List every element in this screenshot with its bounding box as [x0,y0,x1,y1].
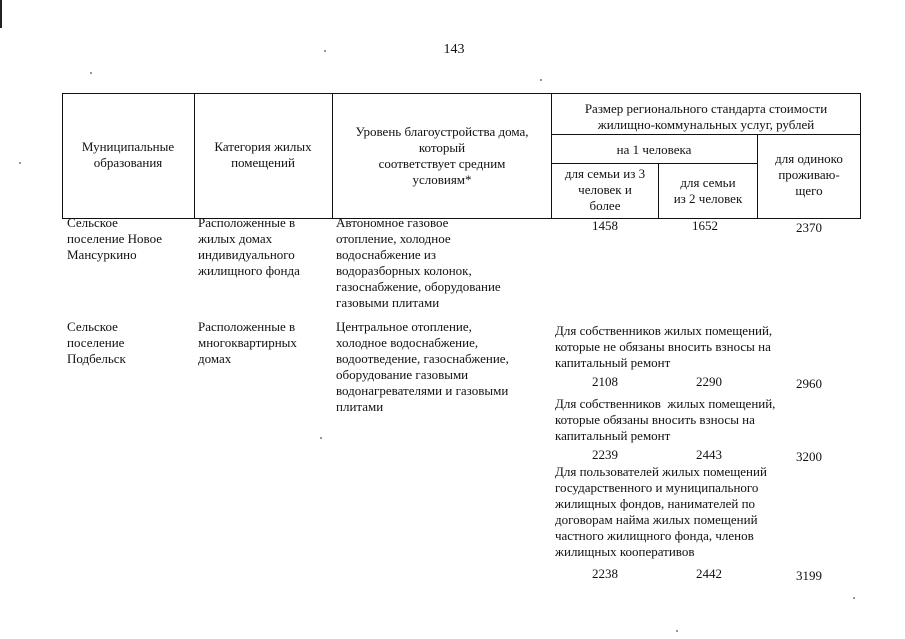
header-improvement-line-2: который [418,140,466,155]
header-municipality-line-2: образования [93,155,163,170]
header-standard-line-2: жилищно-коммунальных услуг, рублей [597,117,815,132]
header-improvement-line-3: соответствует средним [378,156,506,171]
scan-speck-4 [19,162,21,164]
header-family-2 [661,175,755,207]
row-2-group-2-label-line-2: которые обязаны вносить взносы на [555,412,755,427]
row-2-municipality-line-2: поселение [67,335,125,350]
header-improvement-line-4: условиям* [412,172,472,187]
row-2-group-2-label [555,396,847,444]
row-1-improvement-line-6: газовыми плитами [336,295,440,310]
header-category [199,139,327,171]
page-number: 143 [443,42,465,57]
row-2-group-3-label-line-4: договорам найма жилых помещений [555,512,758,527]
header-municipality [67,139,189,171]
header-family-3 [554,166,656,214]
row-2-group-3-label-line-1: Для пользователей жилых помещений [555,464,767,479]
header-family-3-line-1: для семьи из 3 [564,166,646,181]
row-2-category-line-3: домах [198,351,232,366]
row-2-group-1-value-family-2: 2290 [696,374,722,389]
row-2-improvement-line-6: плитами [336,399,384,414]
row-2-group-3-value-family-3: 2238 [592,566,618,581]
header-family-2-line-2: из 2 человек [673,191,743,206]
row-1-category-line-1: Расположенные в [198,215,296,230]
column-divider-3 [551,93,552,219]
header-standard [555,101,857,133]
row-1-category [198,215,328,279]
scan-speck-7 [676,630,678,632]
row-1-value-family-2: 1652 [692,218,718,233]
row-1-improvement-line-3: водоснабжение из [336,247,437,262]
row-1-municipality-line-1: Сельское [67,215,118,230]
header-category-line-1: Категория жилых [214,139,312,154]
row-1-value-single: 2370 [796,220,822,235]
row-2-group-3-label-line-6: жилищных кооперативов [555,544,695,559]
row-2-municipality-line-1: Сельское [67,319,118,334]
row-2-improvement [336,319,550,415]
row-2-group-3-label-line-3: жилищных фондов, нанимателей по [555,496,756,511]
per-person-subheader-divider [551,163,757,164]
row-1-municipality [67,215,191,263]
row-2-group-3-value-family-2: 2442 [696,566,722,581]
row-2-improvement-line-1: Центральное отопление, [336,319,472,334]
row-2-improvement-line-5: водонагревателями и газовыми [336,383,509,398]
row-2-group-1-label [555,323,847,371]
table-right-border [860,93,861,219]
header-single-line-3: щего [795,183,823,198]
row-1-improvement [336,215,548,311]
header-municipality-line-1: Муниципальные [81,139,175,154]
row-2-group-1-value-family-3: 2108 [592,374,618,389]
scan-speck-5 [320,437,322,439]
row-1-value-family-3: 1458 [592,218,618,233]
header-single-line-1: для одиноко [775,151,843,166]
row-2-group-1-label-line-1: Для собственников жилых помещений, [555,323,773,338]
row-1-improvement-line-4: водоразборных колонок, [336,263,472,278]
row-2-group-1-value-single: 2960 [796,376,822,391]
row-2-group-2-value-family-3: 2239 [592,447,618,462]
row-2-group-2-label-line-1: Для собственников жилых помещений, [555,396,776,411]
header-standard-line-1: Размер регионального стандарта стоимости [584,101,828,116]
column-divider-1 [194,93,195,219]
row-1-improvement-line-1: Автономное газовое [336,215,449,230]
header-family-3-line-3: более [589,198,621,213]
row-2-group-3-label-line-5: частного жилищного фонда, членов [555,528,754,543]
row-2-group-3-label [555,464,847,560]
row-2-group-1-label-line-3: капитальный ремонт [555,355,671,370]
row-1-municipality-line-2: поселение Новое [67,231,163,246]
row-2-group-3-label-line-2: государственного и муниципального [555,480,759,495]
row-2-group-1-label-line-2: которые не обязаны вносить взносы на [555,339,771,354]
table-left-border [62,93,63,219]
column-divider-4 [658,163,659,219]
row-2-improvement-line-4: оборудование газовыми [336,367,469,382]
row-2-municipality [67,319,191,367]
header-improvement-line-1: Уровень благоустройства дома, [355,124,529,139]
row-2-group-2-label-line-3: капитальный ремонт [555,428,671,443]
row-2-category-line-2: многоквартирных [198,335,297,350]
scan-speck-6 [853,597,855,599]
header-family-3-line-2: человек и [578,182,632,197]
scan-speck-3 [540,79,542,81]
scan-speck-1 [324,50,326,52]
header-improvement [336,124,548,188]
row-2-improvement-line-2: холодное водоснабжение, [336,335,479,350]
row-2-improvement-line-3: водоотведение, газоснабжение, [336,351,509,366]
row-2-group-3-value-single: 3199 [796,568,822,583]
row-1-improvement-line-5: газоснабжение, оборудование [336,279,501,294]
header-category-line-2: помещений [231,155,295,170]
row-2-group-2-value-single: 3200 [796,449,822,464]
header-single [760,151,858,199]
row-2-category [198,319,328,367]
row-2-category-line-1: Расположенные в [198,319,296,334]
row-1-category-line-4: жилищного фонда [198,263,300,278]
header-family-2-line-1: для семьи [680,175,736,190]
scan-edge-mark [0,0,2,28]
header-per-person: на 1 человека [616,142,692,157]
row-1-municipality-line-3: Мансуркино [67,247,137,262]
column-divider-2 [332,93,333,219]
row-2-municipality-line-3: Подбельск [67,351,126,366]
row-2-group-2-value-family-2: 2443 [696,447,722,462]
scan-speck-2 [90,72,92,74]
standard-subheader-divider [551,134,861,135]
row-1-improvement-line-2: отопление, холодное [336,231,451,246]
row-1-category-line-2: жилых домах [198,231,273,246]
table-top-border [62,93,861,94]
row-1-category-line-3: индивидуального [198,247,295,262]
header-single-line-2: проживаю- [778,167,840,182]
column-divider-5 [757,134,758,219]
